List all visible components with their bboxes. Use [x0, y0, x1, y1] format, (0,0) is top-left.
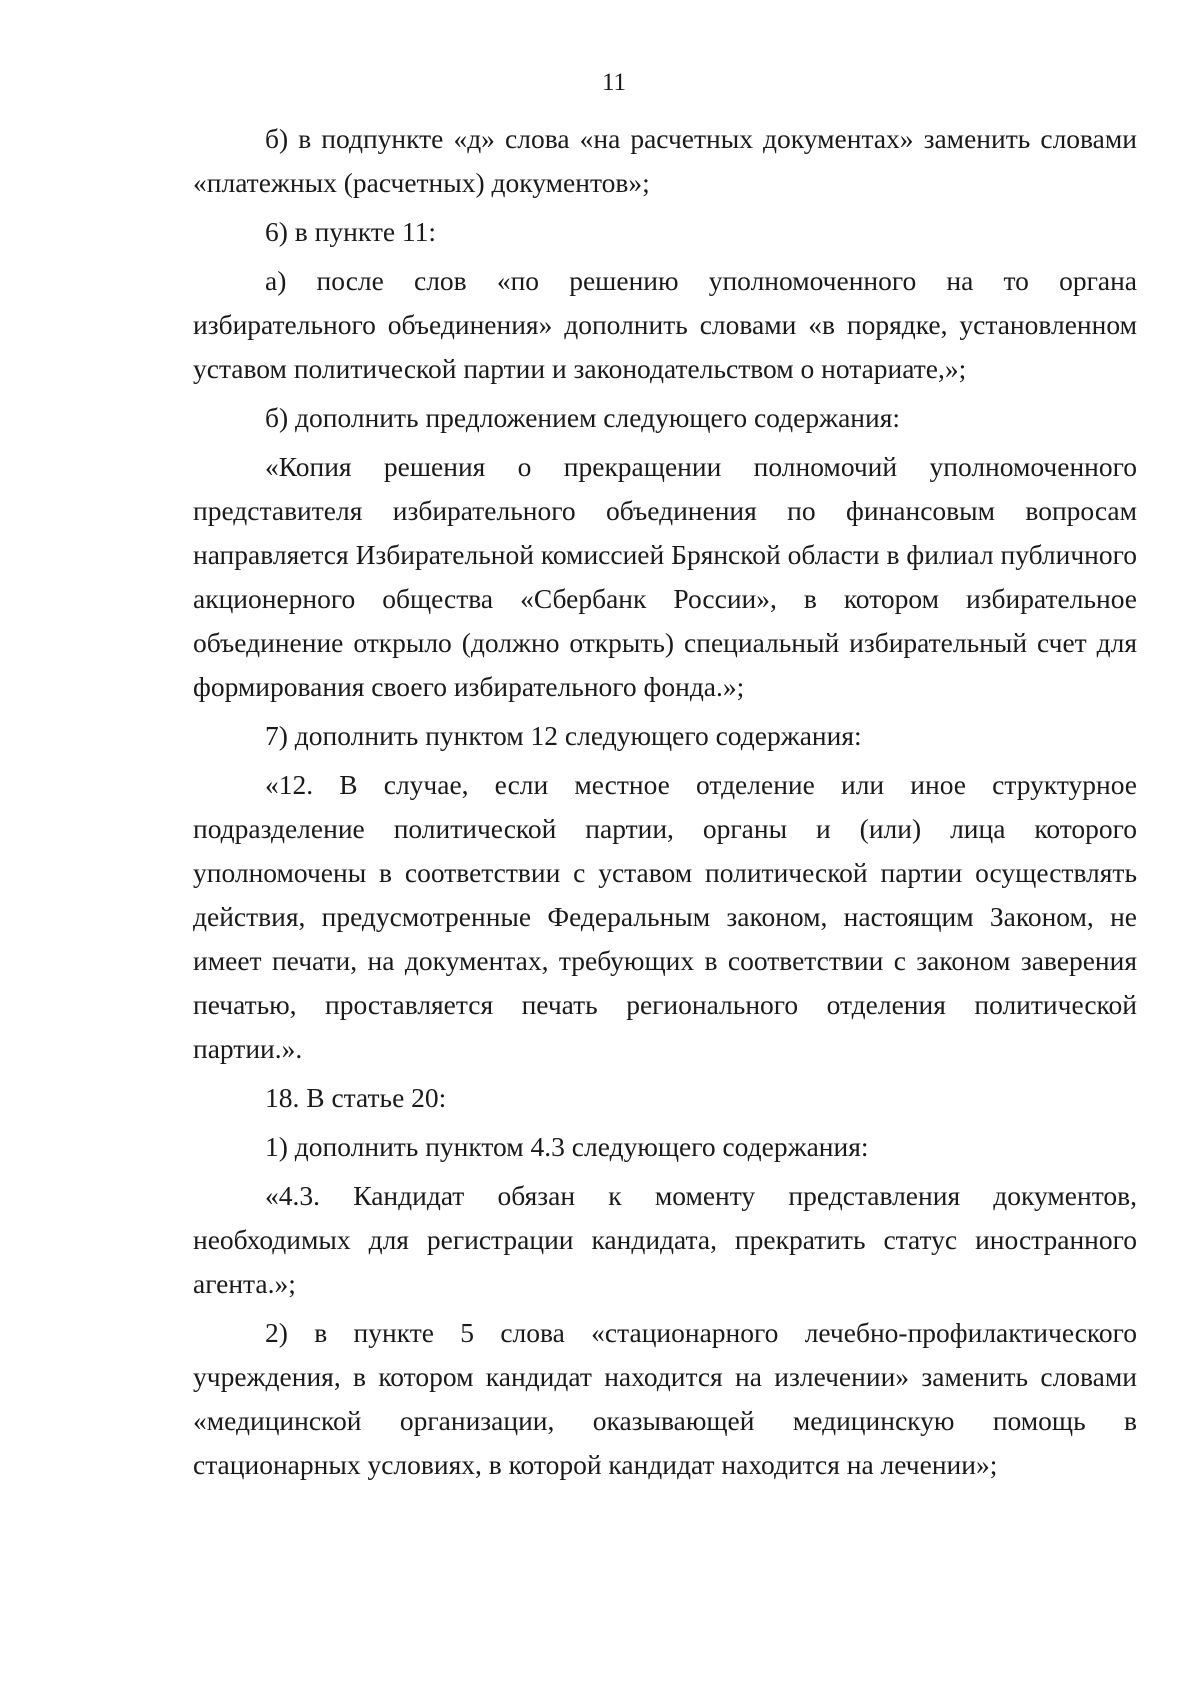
paragraph-quote-copy-decision: «Копия решения о прекращении полномочий уполномоченного представителя избирательного объединения по финансовым вопросам направляется Избирательной комиссией Брянской области в филиал публичного акционерного общества «Сбербанк России», в котором избирательное объединение открыло (должно открыть) специальный избирательный счет для формирования своего избирательного фонда.»;: [193, 451, 1137, 702]
paragraph-b-subitem-d: б) в подпункте «д» слова «на расчетных документах» заменить словами «платежных (расчетных) документов»;: [193, 123, 1137, 198]
paragraph-1-add-point-4-3: 1) дополнить пунктом 4.3 следующего содержания:: [265, 1131, 869, 1162]
paragraph-quote-point-12: «12. В случае, если местное отделение или иное структурное подразделение политической партии, органы и (или) лица которого уполномочены в соответствии с уставом политической партии осуществлять действия, предусмотренные Федеральным законом, настоящим Законом, не имеет печати, на документах, требующих в соответствии с законом заверения печатью, проставляется печать регионального отделения политической партии.».: [193, 769, 1137, 1064]
paragraph-a-after-words: а) после слов «по решению уполномоченного на то органа избирательного объединения» дополнить словами «в порядке, установленном уставом политической партии и законодательством о нотариате,»;: [193, 265, 1137, 384]
paragraph-18-article-20: 18. В статье 20:: [265, 1082, 447, 1113]
paragraph-b-add-sentence: б) дополнить предложением следующего содержания:: [265, 402, 901, 433]
paragraph-quote-point-4-3: «4.3. Кандидат обязан к моменту представления документов, необходимых для регистрации кандидата, прекратить статус иностранного агента.»;: [193, 1180, 1137, 1299]
document-body: [193, 117, 1137, 1492]
paragraph-2-point-5: 2) в пункте 5 слова «стационарного лечебно-профилактического учреждения, в котором кандидат находится на излечении» заменить словами «медицинской организации, оказывающей медицинскую помощь в стационарных условиях, в которой кандидат находится на лечении»;: [193, 1317, 1137, 1480]
page-number: 11: [601, 69, 627, 96]
paragraph-6-point-11: 6) в пункте 11:: [265, 216, 437, 247]
paragraph-7-add-point-12: 7) дополнить пунктом 12 следующего содержания:: [265, 720, 862, 751]
